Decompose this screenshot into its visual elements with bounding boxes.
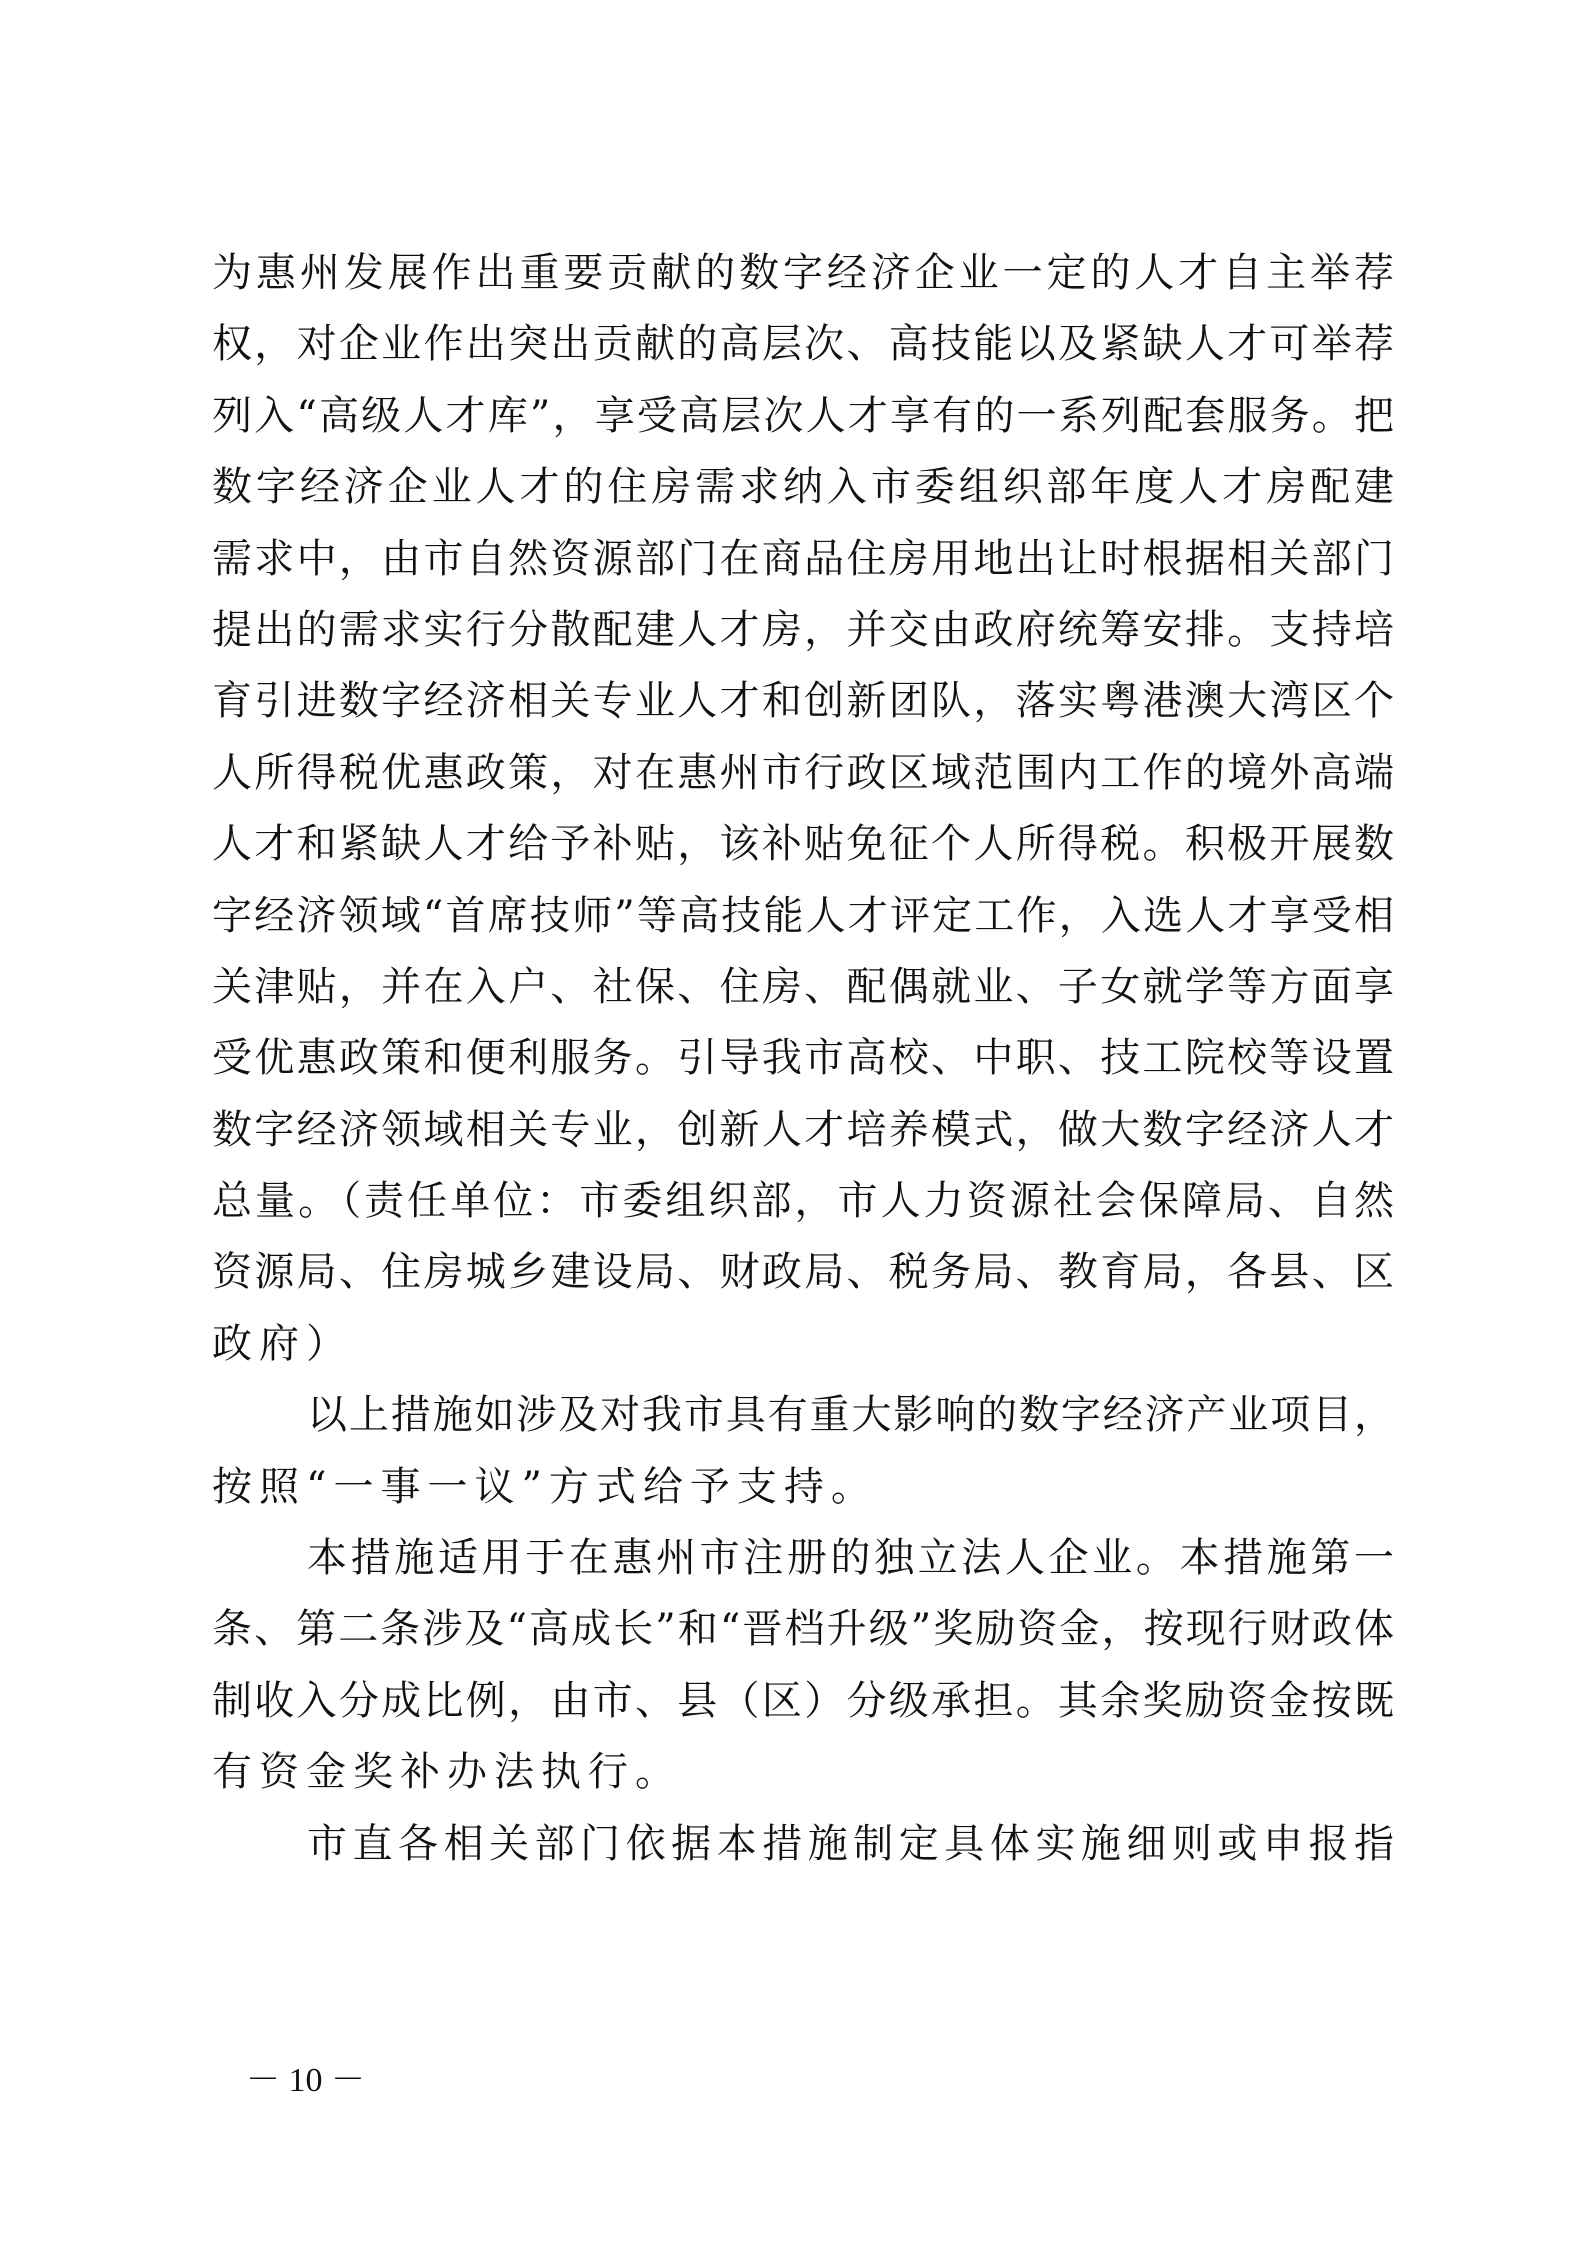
text-line: 按照“一事一议”方式给予支持。	[212, 1463, 878, 1510]
text-line: 政府）	[212, 1320, 353, 1367]
text-line: 有资金奖补办法执行。	[212, 1749, 682, 1796]
text-line: 数字经济领域相关专业，创新人才培养模式，做大数字经济人才	[212, 1106, 1394, 1153]
text-line: 受优惠政策和便利服务。引导我市高校、中职、技工院校等设置	[212, 1035, 1394, 1082]
text-line: 为惠州发展作出重要贡献的数字经济企业一定的人才自主举荐	[212, 250, 1394, 296]
text-line: 制收入分成比例，由市、县（区）分级承担。其余奖励资金按既	[212, 1677, 1394, 1724]
text-line: 人所得税优惠政策，对在惠州市行政区域范围内工作的境外高端	[212, 749, 1394, 796]
paragraph-start-line: 本措施适用于在惠州市注册的独立法人企业。本措施第一	[307, 1535, 1394, 1582]
page-number: － 10 －	[246, 2062, 365, 2099]
paragraph-start-line: 市直各相关部门依据本措施制定具体实施细则或申报指	[307, 1820, 1394, 1867]
text-line: 育引进数字经济相关专业人才和创新团队，落实粤港澳大湾区个	[212, 678, 1394, 725]
text-line: 关津贴，并在入户、社保、住房、配偶就业、子女就学等方面享	[212, 963, 1394, 1010]
text-line: 字经济领域“首席技师”等高技能人才评定工作，入选人才享受相	[212, 892, 1394, 939]
body-text	[212, 244, 1394, 1886]
text-line: 条、第二条涉及“高成长”和“晋档升级”奖励资金，按现行财政体	[212, 1606, 1394, 1653]
text-line: 列入“高级人才库”，享受高层次人才享有的一系列配套服务。把	[212, 392, 1394, 439]
paragraph-start-line: 以上措施如涉及对我市具有重大影响的数字经济产业项目，	[307, 1392, 1394, 1439]
text-line: 数字经济企业人才的住房需求纳入市委组织部年度人才房配建	[212, 464, 1394, 511]
text-line: 人才和紧缺人才给予补贴，该补贴免征个人所得税。积极开展数	[212, 821, 1394, 868]
text-line: 资源局、住房城乡建设局、财政局、税务局、教育局，各县、区	[212, 1249, 1394, 1296]
text-line: 总量。（责任单位：市委组织部，市人力资源社会保障局、自然	[212, 1178, 1394, 1225]
text-line: 需求中，由市自然资源部门在商品住房用地出让时根据相关部门	[212, 535, 1394, 582]
text-line: 权，对企业作出突出贡献的高层次、高技能以及紧缺人才可举荐	[212, 321, 1394, 368]
text-line: 提出的需求实行分散配建人才房，并交由政府统筹安排。支持培	[212, 606, 1394, 653]
